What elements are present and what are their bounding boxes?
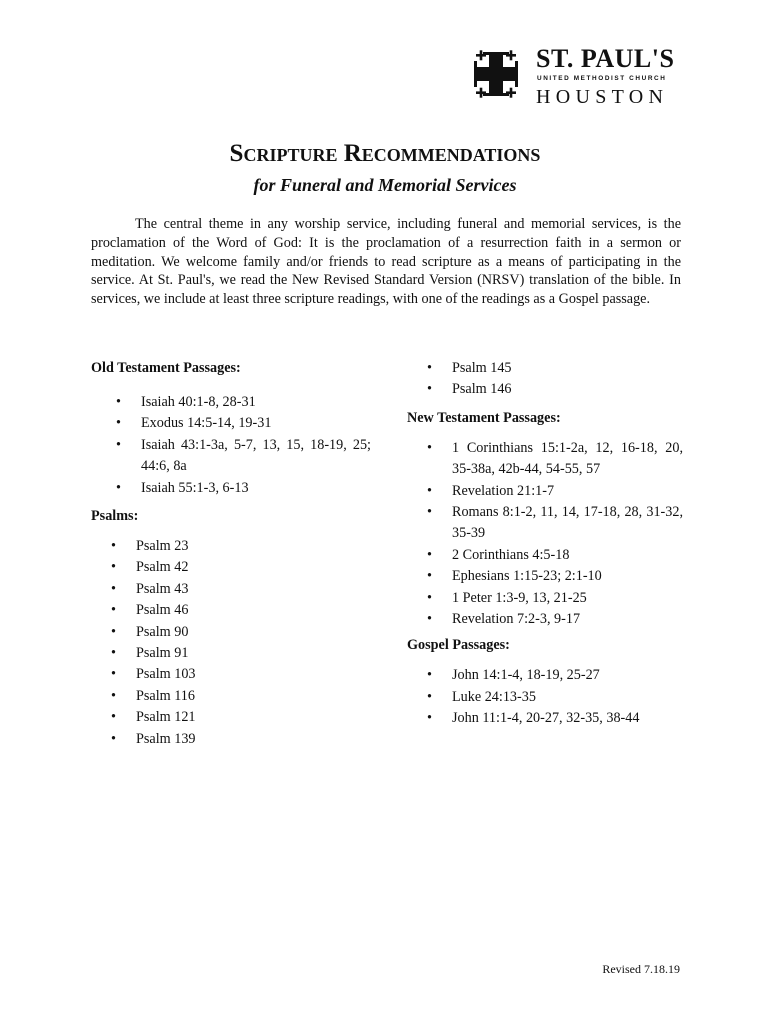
list-item: • 2 Corinthians 4:5-18 (452, 545, 683, 566)
logo-church-name: ST. PAUL'S (536, 44, 675, 73)
old-testament-heading: Old Testament Passages: (91, 360, 241, 376)
psalms-list-continued (407, 358, 683, 401)
list-item: • Isaiah 43:1-3a, 5-7, 13, 15, 18-19, 25; 44:6, 8a (141, 435, 371, 478)
list-item: • Revelation 7:2-3, 9-17 (452, 609, 683, 630)
list-item: • 1 Peter 1:3-9, 13, 21-25 (452, 588, 683, 609)
list-item: • John 11:1-4, 20-27, 32-35, 38-44 (452, 708, 683, 729)
jerusalem-cross-icon (470, 48, 522, 100)
left-column (91, 358, 371, 750)
list-item: • John 14:1-4, 18-19, 25-27 (452, 665, 683, 686)
list-item: • Psalm 43 (136, 579, 371, 600)
old-testament-list (91, 392, 371, 499)
logo-city: HOUSTON (536, 86, 669, 108)
list-item: • Psalm 103 (136, 664, 371, 685)
list-item: • Isaiah 55:1-3, 6-13 (141, 478, 371, 499)
list-item: • Psalm 46 (136, 600, 371, 621)
list-item: • Luke 24:13-35 (452, 687, 683, 708)
list-item: • Psalm 42 (136, 557, 371, 578)
list-item: • Psalm 146 (452, 379, 683, 400)
list-item: • Psalm 23 (136, 536, 371, 557)
gospel-list (407, 665, 683, 729)
list-item: • Psalm 145 (452, 358, 683, 379)
list-item: • Revelation 21:1-7 (452, 481, 683, 502)
list-item: • Ephesians 1:15-23; 2:1-10 (452, 566, 683, 587)
gospel-heading: Gospel Passages: (407, 637, 510, 654)
page-subtitle: for Funeral and Memorial Services (253, 175, 517, 195)
list-item: • Psalm 116 (136, 686, 371, 707)
psalms-list (91, 536, 371, 750)
logo-denomination: UNITED METHODIST CHURCH (537, 75, 667, 82)
intro-paragraph: The central theme in any worship service, including funeral and memorial services, is the proclamation of the Word of God: It is the proclamation of a resurrection faith in a sermon or meditation. We welcome family and/or friends to read scripture as a means of participating in the service. At St. Paul's, we read the New Revised Standard Version (NRSV) translation of the bible. In services, we include at least three scripture readings, with one of the readings as a Gospel passage. (91, 216, 681, 308)
list-item: • Psalm 90 (136, 622, 371, 643)
list-item: • Psalm 121 (136, 707, 371, 728)
list-item: • Isaiah 40:1-8, 28-31 (141, 392, 371, 413)
right-column (407, 358, 683, 730)
revision-date: Revised 7.18.19 (602, 962, 680, 976)
new-testament-heading: New Testament Passages: (407, 409, 561, 426)
list-item: • 1 Corinthians 15:1-2a, 12, 16-18, 20, 35-38a, 42b-44, 54-55, 57 (452, 438, 683, 481)
list-item: • Psalm 139 (136, 729, 371, 750)
psalms-heading: Psalms: (91, 508, 139, 525)
church-logo (470, 40, 690, 112)
list-item: • Psalm 91 (136, 643, 371, 664)
list-item: • Romans 8:1-2, 11, 14, 17-18, 28, 31-32, 35-39 (452, 502, 683, 545)
list-item: • Exodus 14:5-14, 19-31 (141, 413, 371, 434)
page-title: Scripture Recommendations (229, 140, 541, 167)
new-testament-list (407, 438, 683, 631)
